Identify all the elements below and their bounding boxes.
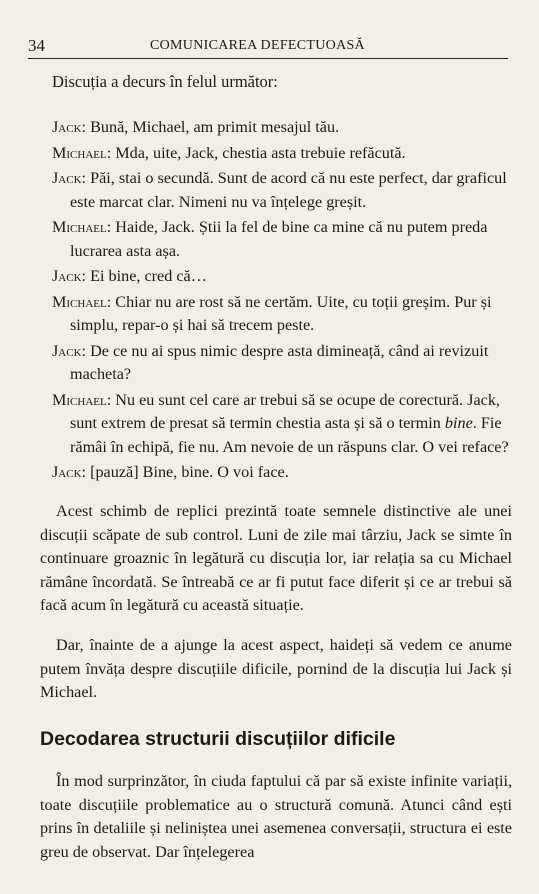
running-head: COMUNICAREA DEFECTUOASĂ [150,38,365,53]
dialogue-text: . Fie rămâi în echipă, fie nu. Am nevoie de un răspuns clar. O vei reface? [70,414,509,456]
paragraph [40,634,512,705]
dialogue-text: De ce nu ai spus nimic despre asta dimineață, când ai revizuit macheta? [70,341,489,383]
paragraph-text: În mod surprinzător, în ciuda faptului că par să existe infinite variații, toate discuțiile problematice au o structură comună. Atunci când ești prins în detaliile și neliniștea unei asemenea conversații, structura ei este greu de observat. Dar înțelegerea [40,772,512,861]
dialogue-line [52,142,512,166]
speaker-label: Michael: [52,390,112,409]
dialogue-line [52,291,512,338]
dialogue-line [52,265,512,289]
speaker-label: Michael: [52,218,112,236]
dialogue-text: Ei bine, cred că… [90,267,207,285]
dialogue-text: Haide, Jack. Știi la fel de bine ca mine că nu putem preda lucrarea asta așa. [70,218,488,260]
speaker-label: Jack: [52,341,87,360]
dialogue-text: [pauză] Bine, bine. O voi face. [90,463,289,481]
dialogue-text: Bună, Michael, am primit mesajul tău. [90,118,340,136]
dialogue-line [52,116,512,140]
dialogue-text: Mda, uite, Jack, chestia asta trebuie refăcută. [115,143,406,162]
page-number: 34 [28,36,45,55]
dialogue-line [52,389,512,460]
dialogue [52,116,512,487]
paragraph [40,770,512,864]
dialogue-line [52,216,512,263]
dialogue-line [52,461,512,485]
speaker-label: Jack: [52,169,87,187]
speaker-label: Michael: [52,292,112,311]
dialogue-line [52,167,512,214]
dialogue-text: Chiar nu are rost să ne certăm. Uite, cu toții greșim. Pur și simplu, repar-o și hai să trecem peste. [70,292,492,334]
dialogue-text: Nu eu sunt cel care ar trebui să se ocupe de corectură. Jack, sunt extrem de presat să termin chestia asta și să o termin [70,390,500,432]
speaker-label: Michael: [52,143,112,162]
intro-line: Discuția a decurs în felul următor: [52,72,278,91]
speaker-label: Jack: [52,267,87,285]
page-header [28,36,508,59]
emphasis-word: bine [444,414,473,432]
dialogue-line [52,340,512,387]
paragraph-text: Dar, înainte de a ajunge la acest aspect, haideți să vedem ce anume putem învăța despre discuțiile dificile, pornind de la discuția lui Jack și Michael. [40,636,512,701]
paragraph-text: Acest schimb de replici prezintă toate semnele distinctive ale unei discuții scăpate de sub control. Luni de zile mai târziu, Jack se simte în continuare groaznic în legătură cu discuția lor, iar relația sa cu Michael rămâne încordată. Se întreabă ce ar fi putut face diferit și ce ar trebui să facă acum în legătură cu această situație. [40,502,512,614]
dialogue-text: Păi, stai o secundă. Sunt de acord că nu este perfect, dar graficul este marcat clar. Nimeni nu va înțelege greșit. [70,169,507,211]
paragraph [40,500,512,618]
speaker-label: Jack: [52,118,87,136]
section-heading: Decodarea structurii discuțiilor dificile [40,728,396,750]
speaker-label: Jack: [52,463,87,481]
